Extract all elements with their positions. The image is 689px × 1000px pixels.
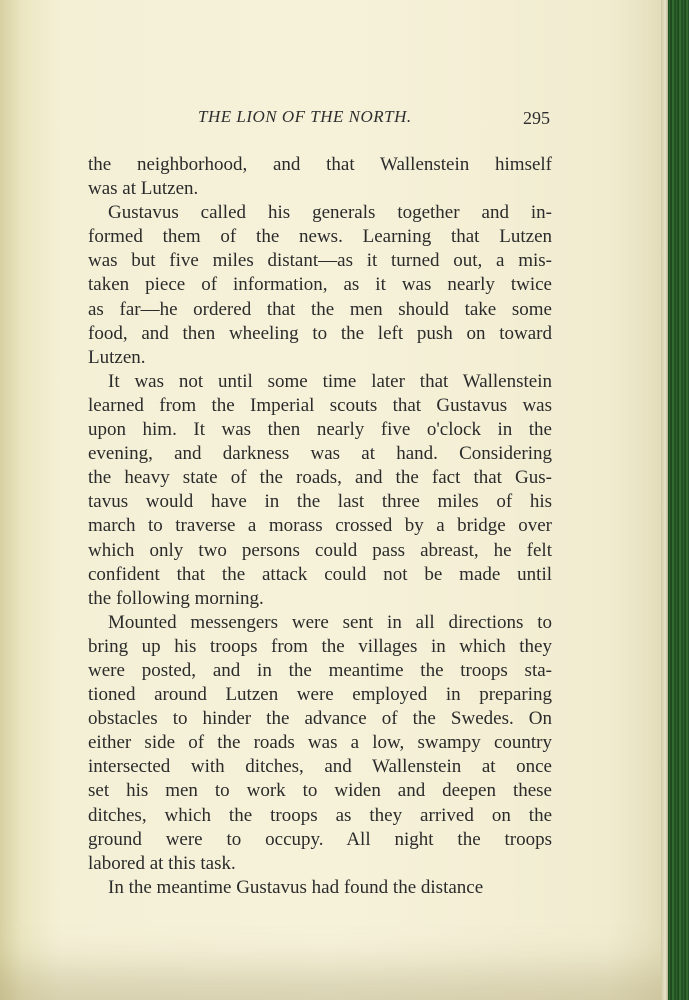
text-line: the following morning. — [88, 587, 264, 609]
running-header — [88, 107, 552, 133]
text-line: labored at this task. — [88, 852, 236, 874]
text-line: It was not until some time later that Wallenstein — [108, 370, 552, 392]
paragraph — [88, 153, 552, 201]
text-line: was but five miles distant—as it turned out, a mis- — [88, 250, 552, 272]
text-line: food, and then wheeling to the left push on toward — [88, 322, 552, 344]
text-line: were posted, and in the meantime the troops sta- — [88, 659, 552, 681]
text-line: ditches, which the troops as they arrived on the — [88, 804, 552, 826]
text-line: formed them of the news. Learning that Lutzen — [88, 226, 552, 248]
paragraph — [88, 876, 552, 900]
text-line: bring up his troops from the villages in which they — [88, 635, 552, 657]
text-line: as far—he ordered that the men should take some — [88, 298, 552, 320]
text-line: learned from the Imperial scouts that Gustavus was — [88, 394, 552, 416]
text-line: upon him. It was then nearly five o'clock in the — [88, 419, 552, 441]
text-line: confident that the attack could not be made until — [88, 563, 552, 585]
text-line: intersected with ditches, and Wallenstein at once — [88, 756, 552, 778]
text-line: march to traverse a morass crossed by a bridge over — [88, 515, 552, 537]
text-line: evening, and darkness was at hand. Considering — [88, 443, 552, 465]
text-line: the heavy state of the roads, and the fact that Gus- — [88, 467, 552, 489]
paragraph — [88, 201, 552, 370]
text-line: Lutzen. — [88, 346, 146, 368]
text-line: the neighborhood, and that Wallenstein himself — [88, 154, 552, 175]
text-line: Mounted messengers were sent in all directions to — [108, 611, 552, 633]
running-title: THE LION OF THE NORTH. — [198, 107, 412, 126]
text-line: was at Lutzen. — [88, 178, 199, 200]
text-line: Gustavus called his generals together and in- — [108, 202, 552, 224]
page-number: 295 — [523, 108, 550, 128]
text-line: obstacles to hinder the advance of the Swedes. On — [88, 708, 552, 730]
text-line: tavus would have in the last three miles of his — [88, 491, 552, 513]
text-line: which only two persons could pass abreast, he felt — [88, 539, 552, 561]
book-cover-edge — [668, 0, 689, 1000]
text-line: taken piece of information, as it was nearly twice — [88, 274, 552, 296]
text-line: In the meantime Gustavus had found the distance — [108, 876, 484, 898]
text-line: set his men to work to widen and deepen these — [88, 780, 552, 802]
text-line: tioned around Lutzen were employed in preparing — [88, 684, 552, 706]
body-text — [88, 153, 552, 900]
paragraph — [88, 611, 552, 876]
text-line: either side of the roads was a low, swampy country — [88, 732, 552, 754]
page-edge — [661, 0, 668, 1000]
paragraph — [88, 370, 552, 611]
text-line: ground were to occupy. All night the troops — [88, 828, 552, 850]
